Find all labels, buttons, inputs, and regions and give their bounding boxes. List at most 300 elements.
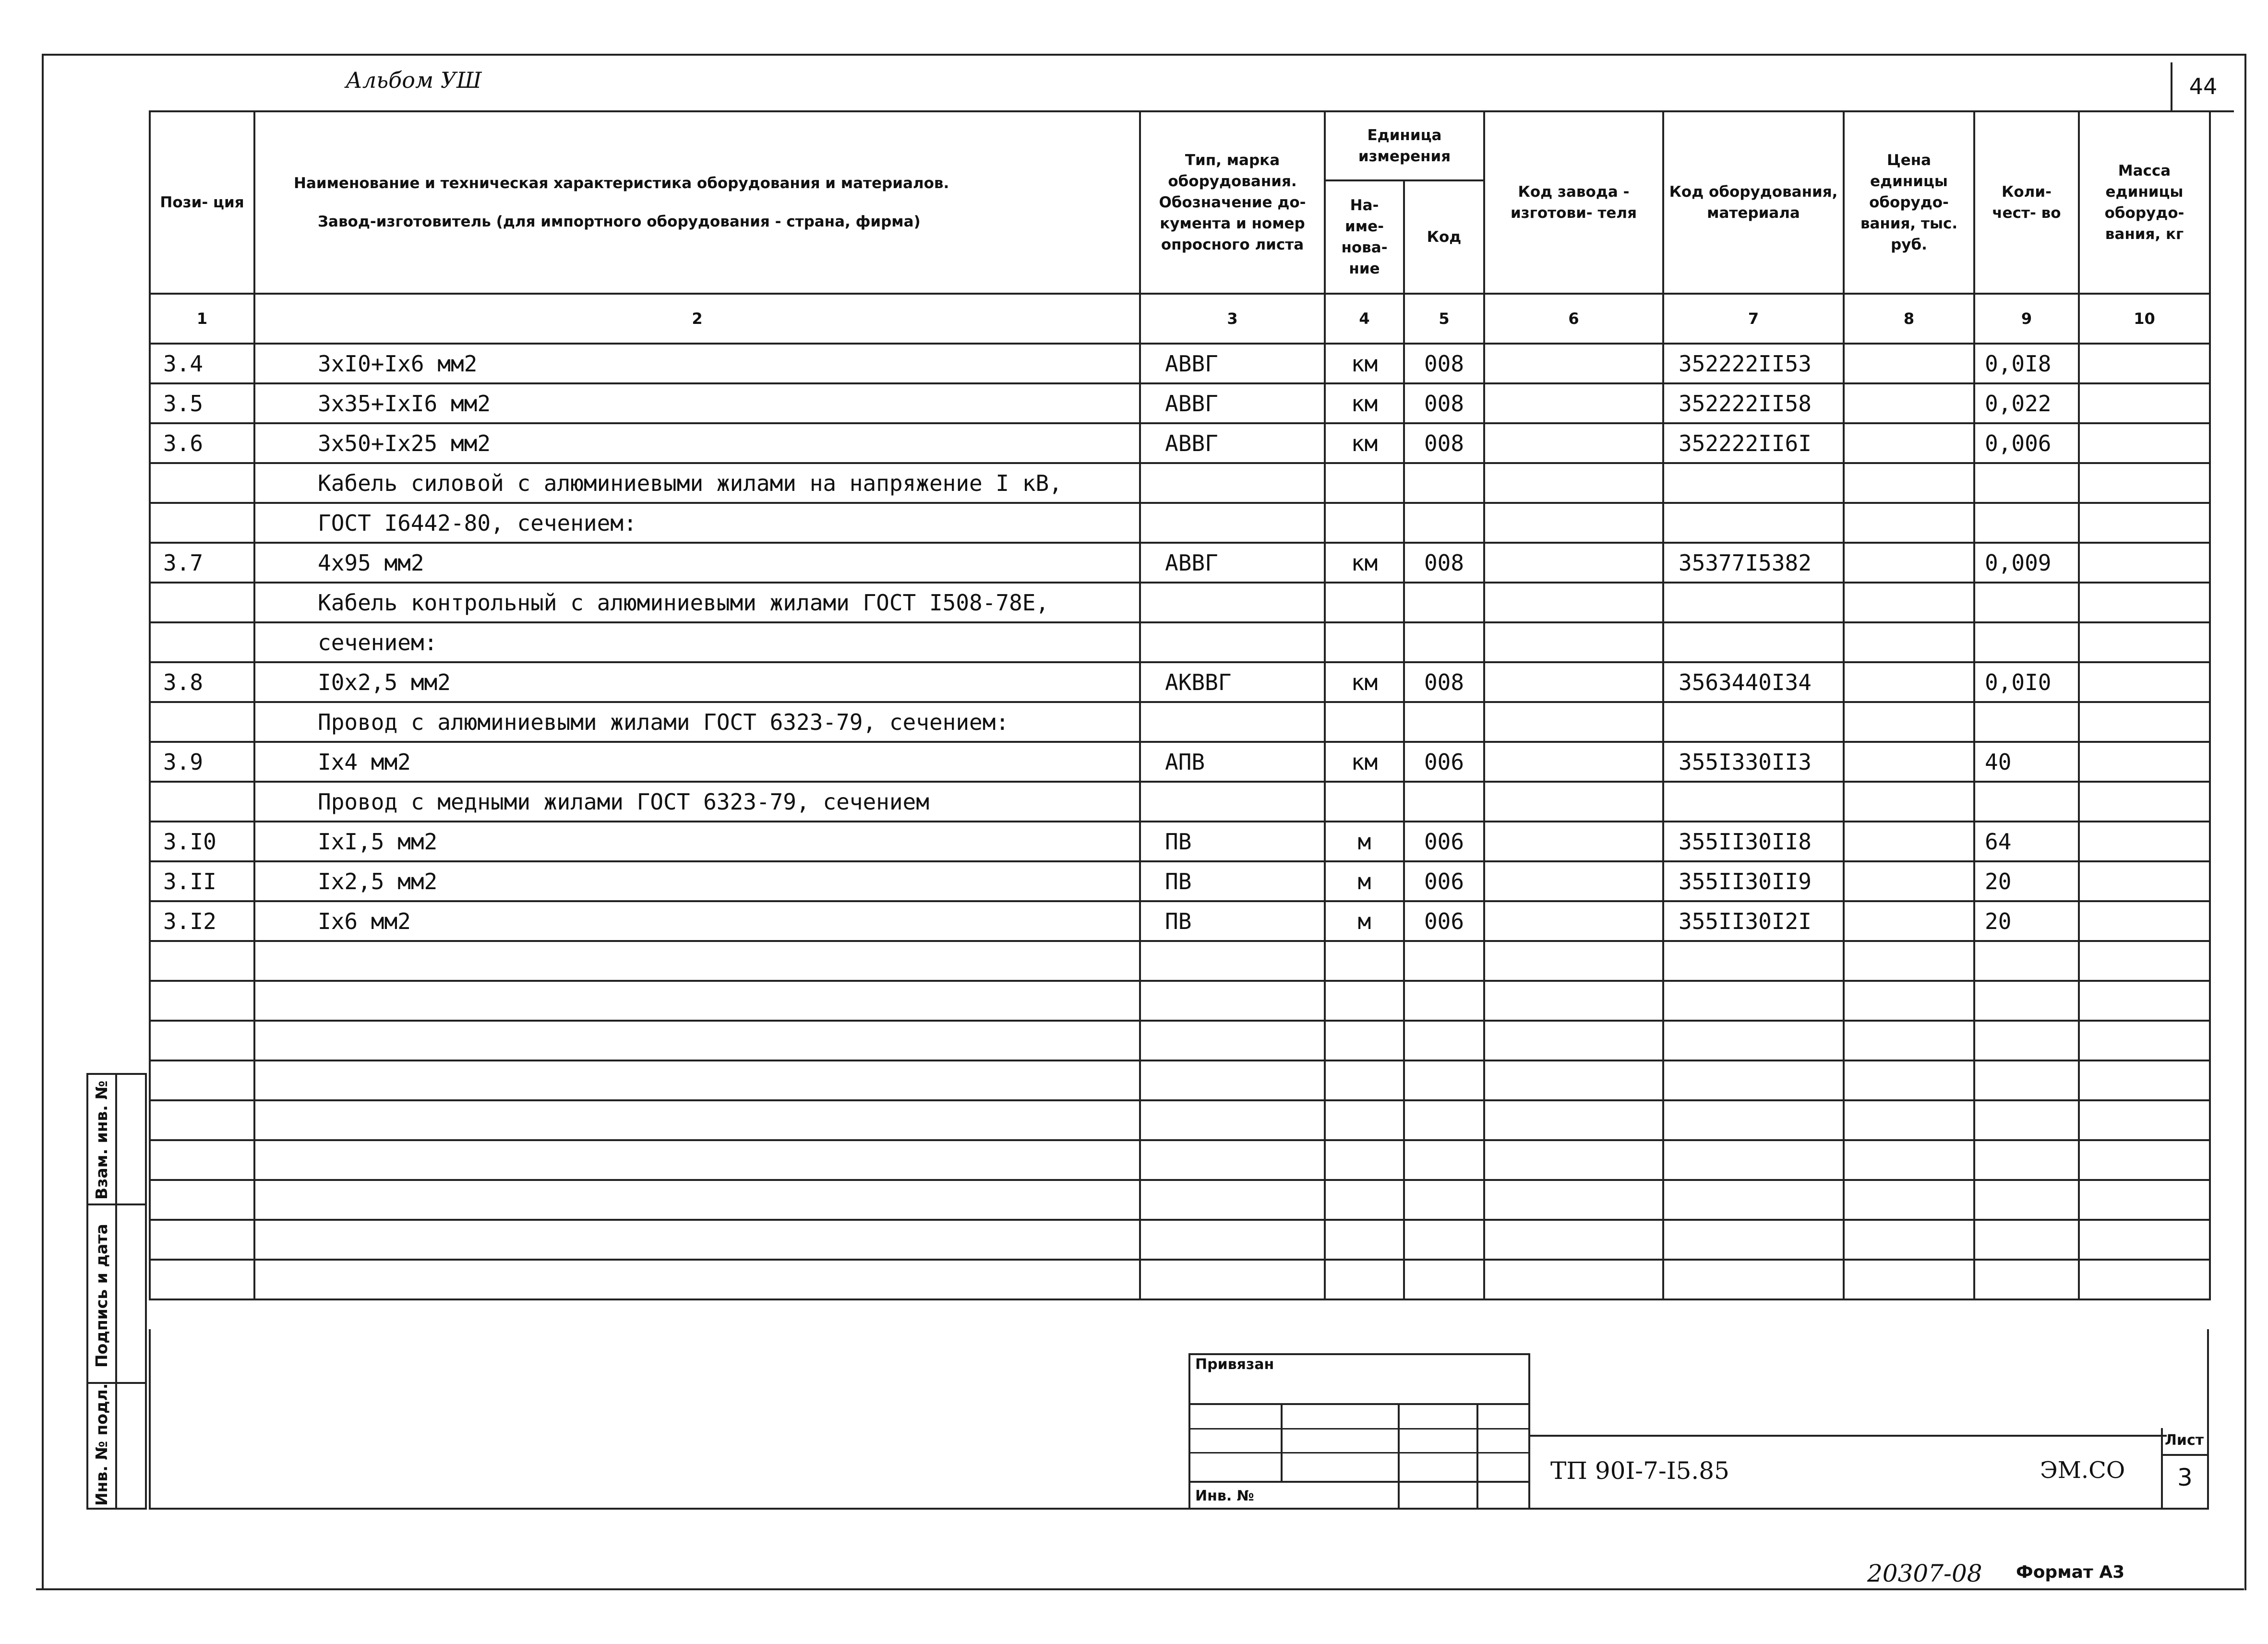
cell-unit xyxy=(1325,622,1404,662)
cell-code: 008 xyxy=(1404,543,1484,583)
cell-type: АВВГ xyxy=(1140,543,1325,583)
column-number: 6 xyxy=(1484,294,1663,344)
cell-pos: 3.7 xyxy=(150,543,254,583)
cell-mass xyxy=(2079,662,2210,702)
cell-material-code: 352222II53 xyxy=(1663,344,1844,383)
cell-unit: км xyxy=(1325,383,1404,423)
cell-name: Кабель силовой с алюминиевыми жилами на напряжение I кВ, xyxy=(254,463,1140,503)
empty-cell xyxy=(150,981,254,1021)
cell-mass xyxy=(2079,503,2210,543)
table-row xyxy=(150,702,2210,742)
cell-unit: км xyxy=(1325,742,1404,782)
empty-cell xyxy=(1663,1021,1844,1060)
table-row xyxy=(150,543,2210,583)
cell-name: I0x2,5 мм2 xyxy=(254,662,1140,702)
cell-type: АПВ xyxy=(1140,742,1325,782)
cell-mass xyxy=(2079,383,2210,423)
cell-material-code xyxy=(1663,702,1844,742)
title-block-frame xyxy=(149,1329,2209,1510)
cell-qty xyxy=(1974,583,2079,622)
cell-material-code xyxy=(1663,583,1844,622)
empty-cell xyxy=(1663,1140,1844,1180)
cell-name: сечением: xyxy=(254,622,1140,662)
cell-factory xyxy=(1484,742,1663,782)
empty-cell xyxy=(1325,1060,1404,1100)
empty-cell xyxy=(254,1021,1140,1060)
empty-cell xyxy=(150,1060,254,1100)
empty-cell xyxy=(1663,1100,1844,1140)
empty-cell xyxy=(1140,1021,1325,1060)
column-number: 3 xyxy=(1140,294,1325,344)
empty-cell xyxy=(1974,1260,2079,1299)
cell-code xyxy=(1404,463,1484,503)
cell-qty: 0,0I0 xyxy=(1974,662,2079,702)
cell-factory xyxy=(1484,662,1663,702)
cell-type: ПВ xyxy=(1140,861,1325,901)
cell-type xyxy=(1140,702,1325,742)
cell-price xyxy=(1844,702,1974,742)
cell-qty: 64 xyxy=(1974,822,2079,861)
empty-cell xyxy=(1484,1021,1663,1060)
cell-unit xyxy=(1325,463,1404,503)
cell-qty: 0,022 xyxy=(1974,383,2079,423)
cell-factory xyxy=(1484,423,1663,463)
empty-cell xyxy=(1140,941,1325,981)
empty-cell xyxy=(1140,981,1325,1021)
cell-name: Провод с алюминиевыми жилами ГОСТ 6323-79, сечением: xyxy=(254,702,1140,742)
cell-mass xyxy=(2079,583,2210,622)
cell-type xyxy=(1140,622,1325,662)
empty-cell xyxy=(1484,941,1663,981)
bottom-rule xyxy=(36,1588,2244,1590)
cell-factory xyxy=(1484,383,1663,423)
cell-code xyxy=(1404,622,1484,662)
cell-name: 3xI0+Ix6 мм2 xyxy=(254,344,1140,383)
empty-cell xyxy=(1325,1260,1404,1299)
empty-cell xyxy=(254,1060,1140,1100)
stamp-line xyxy=(1188,1403,1530,1405)
attached-stamp xyxy=(1188,1353,1530,1510)
cell-factory xyxy=(1484,583,1663,622)
empty-cell xyxy=(1404,1180,1484,1220)
cell-pos: 3.4 xyxy=(150,344,254,383)
cell-name: Провод с медными жилами ГОСТ 6323-79, сечением xyxy=(254,782,1140,822)
cell-price xyxy=(1844,423,1974,463)
header-material-code: Код оборудования, материала xyxy=(1663,111,1844,294)
sidebar-label-signature-date: Подпись и дата xyxy=(92,1224,111,1368)
header-unit-group: Единица измерения xyxy=(1325,111,1484,180)
cell-name: Ix4 мм2 xyxy=(254,742,1140,782)
table-row xyxy=(150,782,2210,822)
cell-factory xyxy=(1484,503,1663,543)
cell-price xyxy=(1844,344,1974,383)
empty-cell xyxy=(1844,1021,1974,1060)
cell-factory xyxy=(1484,463,1663,503)
stamp-line xyxy=(1476,1403,1478,1510)
empty-cell xyxy=(2079,1060,2210,1100)
cell-factory xyxy=(1484,901,1663,941)
column-number-row xyxy=(150,294,2210,344)
empty-cell xyxy=(1404,1100,1484,1140)
document-mark: ЭМ.СО xyxy=(2040,1457,2125,1484)
specification-body xyxy=(150,344,2210,1299)
cell-mass xyxy=(2079,822,2210,861)
table-row xyxy=(150,822,2210,861)
cell-name: Ix2,5 мм2 xyxy=(254,861,1140,901)
cell-mass xyxy=(2079,782,2210,822)
cell-pos: 3.5 xyxy=(150,383,254,423)
cell-pos: 3.8 xyxy=(150,662,254,702)
empty-cell xyxy=(1325,1180,1404,1220)
column-number: 8 xyxy=(1844,294,1974,344)
cell-code: 008 xyxy=(1404,662,1484,702)
column-number: 7 xyxy=(1663,294,1844,344)
cell-price xyxy=(1844,782,1974,822)
stamp-line xyxy=(1188,1452,1530,1453)
header-position: Пози- ция xyxy=(150,111,254,294)
empty-cell xyxy=(1325,1100,1404,1140)
cell-name: 3x50+Ix25 мм2 xyxy=(254,423,1140,463)
empty-cell xyxy=(150,1220,254,1260)
cell-pos: 3.II xyxy=(150,861,254,901)
empty-cell xyxy=(1663,1260,1844,1299)
empty-cell xyxy=(1404,1060,1484,1100)
cell-pos xyxy=(150,463,254,503)
cell-pos xyxy=(150,782,254,822)
inv-no-label: Инв. № xyxy=(1195,1488,1254,1504)
empty-cell xyxy=(1140,1060,1325,1100)
cell-pos: 3.6 xyxy=(150,423,254,463)
cell-material-code xyxy=(1663,622,1844,662)
table-row xyxy=(150,901,2210,941)
cell-code xyxy=(1404,503,1484,543)
empty-cell xyxy=(1974,941,2079,981)
cell-price xyxy=(1844,543,1974,583)
empty-cell xyxy=(1325,1140,1404,1180)
specification-table xyxy=(149,110,2211,1300)
empty-cell xyxy=(1974,1140,2079,1180)
empty-cell xyxy=(1974,1021,2079,1060)
empty-cell xyxy=(1844,1140,1974,1180)
cell-factory xyxy=(1484,543,1663,583)
sheet-box-line xyxy=(2161,1454,2209,1456)
empty-cell xyxy=(1325,981,1404,1021)
empty-cell xyxy=(1844,981,1974,1021)
stamp-line xyxy=(1188,1481,1530,1483)
cell-code: 006 xyxy=(1404,742,1484,782)
cell-price xyxy=(1844,662,1974,702)
empty-cell xyxy=(2079,1100,2210,1140)
empty-cell xyxy=(1484,1220,1663,1260)
empty-cell xyxy=(254,1140,1140,1180)
table-row xyxy=(150,383,2210,423)
cell-qty: 0,009 xyxy=(1974,543,2079,583)
empty-cell xyxy=(150,1100,254,1140)
cell-factory xyxy=(1484,782,1663,822)
cell-qty: 40 xyxy=(1974,742,2079,782)
cell-price xyxy=(1844,583,1974,622)
cell-mass xyxy=(2079,344,2210,383)
header-unit-code: Код xyxy=(1404,180,1484,294)
cell-price xyxy=(1844,901,1974,941)
cell-material-code: 352222II58 xyxy=(1663,383,1844,423)
stamp-line xyxy=(1398,1403,1400,1510)
cell-price xyxy=(1844,503,1974,543)
empty-cell xyxy=(1484,981,1663,1021)
sidebar-label-replacement-inv: Взам. инв. № xyxy=(92,1080,111,1200)
page-number: 44 xyxy=(2171,62,2234,112)
column-number: 9 xyxy=(1974,294,2079,344)
cell-material-code: 35377I5382 xyxy=(1663,543,1844,583)
empty-cell xyxy=(1974,981,2079,1021)
cell-type: АВВГ xyxy=(1140,344,1325,383)
table-row-empty xyxy=(150,1260,2210,1299)
empty-cell xyxy=(1484,1060,1663,1100)
cell-name: Кабель контрольный с алюминиевыми жилами ГОСТ I508-78Е, xyxy=(254,583,1140,622)
empty-cell xyxy=(1844,941,1974,981)
format-label: Формат А3 xyxy=(2016,1562,2125,1582)
cell-qty xyxy=(1974,463,2079,503)
cell-material-code: 355II30II9 xyxy=(1663,861,1844,901)
cell-type: АВВГ xyxy=(1140,383,1325,423)
empty-cell xyxy=(1974,1180,2079,1220)
empty-cell xyxy=(254,1100,1140,1140)
table-row-empty xyxy=(150,1140,2210,1180)
cell-code: 008 xyxy=(1404,383,1484,423)
header-mass: Масса единицы оборудо- вания, кг xyxy=(2079,111,2210,294)
cell-type: АВВГ xyxy=(1140,423,1325,463)
empty-cell xyxy=(150,1180,254,1220)
cell-unit: км xyxy=(1325,423,1404,463)
sidebar-divider xyxy=(86,1203,147,1205)
empty-cell xyxy=(150,1260,254,1299)
cell-material-code xyxy=(1663,782,1844,822)
cell-pos: 3.I2 xyxy=(150,901,254,941)
column-number: 10 xyxy=(2079,294,2210,344)
cell-price xyxy=(1844,861,1974,901)
empty-cell xyxy=(254,941,1140,981)
empty-cell xyxy=(1404,981,1484,1021)
document-code: ТП 90I-7-I5.85 xyxy=(1550,1457,1729,1485)
cell-material-code xyxy=(1663,503,1844,543)
empty-cell xyxy=(1325,1021,1404,1060)
cell-material-code: 3563440I34 xyxy=(1663,662,1844,702)
empty-cell xyxy=(2079,1260,2210,1299)
cell-qty: 0,006 xyxy=(1974,423,2079,463)
cell-unit: м xyxy=(1325,901,1404,941)
empty-cell xyxy=(254,1220,1140,1260)
cell-factory xyxy=(1484,861,1663,901)
cell-price xyxy=(1844,822,1974,861)
cell-pos: 3.I0 xyxy=(150,822,254,861)
cell-code xyxy=(1404,702,1484,742)
empty-cell xyxy=(1404,1220,1484,1260)
table-row xyxy=(150,344,2210,383)
table-row-empty xyxy=(150,1060,2210,1100)
stamp-line xyxy=(1281,1403,1283,1483)
cell-name: ГОСТ I6442-80, сечением: xyxy=(254,503,1140,543)
column-number: 4 xyxy=(1325,294,1404,344)
table-row-empty xyxy=(150,1100,2210,1140)
empty-cell xyxy=(2079,1220,2210,1260)
header-unit-name: На- име- нова- ние xyxy=(1325,180,1404,294)
cell-material-code: 355II30II8 xyxy=(1663,822,1844,861)
cell-mass xyxy=(2079,901,2210,941)
table-row-empty xyxy=(150,1180,2210,1220)
cell-code: 008 xyxy=(1404,423,1484,463)
empty-cell xyxy=(1974,1220,2079,1260)
cell-type: ПВ xyxy=(1140,901,1325,941)
empty-cell xyxy=(1484,1140,1663,1180)
table-row-empty xyxy=(150,1220,2210,1260)
empty-cell xyxy=(150,941,254,981)
table-row xyxy=(150,423,2210,463)
cell-pos: 3.9 xyxy=(150,742,254,782)
album-title: Альбом УШ xyxy=(346,67,482,93)
cell-name: 4x95 мм2 xyxy=(254,543,1140,583)
header-factory-code: Код завода - изготови- теля xyxy=(1484,111,1663,294)
cell-code: 006 xyxy=(1404,822,1484,861)
cell-qty xyxy=(1974,702,2079,742)
cell-unit xyxy=(1325,702,1404,742)
sidebar-label-original-inv: Инв. № подл. xyxy=(92,1383,111,1506)
cell-type xyxy=(1140,503,1325,543)
empty-cell xyxy=(1663,1220,1844,1260)
column-number: 2 xyxy=(254,294,1140,344)
archive-number: 20307-08 xyxy=(1867,1560,1982,1587)
empty-cell xyxy=(1484,1260,1663,1299)
stamp-line xyxy=(1188,1428,1530,1430)
cell-qty: 20 xyxy=(1974,861,2079,901)
empty-cell xyxy=(1844,1100,1974,1140)
cell-factory xyxy=(1484,622,1663,662)
table-row-empty xyxy=(150,981,2210,1021)
table-row xyxy=(150,503,2210,543)
empty-cell xyxy=(1404,1021,1484,1060)
cell-price xyxy=(1844,742,1974,782)
cell-qty: 0,0I8 xyxy=(1974,344,2079,383)
cell-factory xyxy=(1484,702,1663,742)
table-row xyxy=(150,861,2210,901)
cell-mass xyxy=(2079,423,2210,463)
empty-cell xyxy=(1844,1180,1974,1220)
empty-cell xyxy=(1663,941,1844,981)
cell-material-code: 355I330II3 xyxy=(1663,742,1844,782)
empty-cell xyxy=(2079,941,2210,981)
empty-cell xyxy=(150,1140,254,1180)
cell-unit: км xyxy=(1325,344,1404,383)
empty-cell xyxy=(254,1180,1140,1220)
table-row xyxy=(150,622,2210,662)
empty-cell xyxy=(1484,1100,1663,1140)
empty-cell xyxy=(1844,1220,1974,1260)
sheet-label: Лист xyxy=(2165,1432,2204,1449)
cell-qty xyxy=(1974,782,2079,822)
empty-cell xyxy=(1484,1180,1663,1220)
column-number: 5 xyxy=(1404,294,1484,344)
header-name-line2: Завод-изготовитель (для импортного оборудования - страна, фирма) xyxy=(318,213,921,230)
empty-cell xyxy=(2079,1140,2210,1180)
cell-qty: 20 xyxy=(1974,901,2079,941)
empty-cell xyxy=(2079,981,2210,1021)
empty-cell xyxy=(1844,1060,1974,1100)
cell-type xyxy=(1140,782,1325,822)
cell-mass xyxy=(2079,702,2210,742)
empty-cell xyxy=(2079,1021,2210,1060)
header-name xyxy=(254,111,1140,294)
cell-type xyxy=(1140,583,1325,622)
cell-price xyxy=(1844,622,1974,662)
empty-cell xyxy=(254,1260,1140,1299)
cell-unit xyxy=(1325,583,1404,622)
cell-qty xyxy=(1974,622,2079,662)
cell-unit: м xyxy=(1325,861,1404,901)
cell-material-code: 352222II6I xyxy=(1663,423,1844,463)
cell-unit: м xyxy=(1325,822,1404,861)
cell-mass xyxy=(2079,622,2210,662)
empty-cell xyxy=(1974,1060,2079,1100)
empty-cell xyxy=(1325,1220,1404,1260)
cell-unit: км xyxy=(1325,543,1404,583)
empty-cell xyxy=(254,981,1140,1021)
cell-mass xyxy=(2079,742,2210,782)
cell-code: 006 xyxy=(1404,901,1484,941)
empty-cell xyxy=(1663,1180,1844,1220)
cell-mass xyxy=(2079,463,2210,503)
title-block-line xyxy=(1530,1435,2167,1437)
empty-cell xyxy=(1663,981,1844,1021)
header-type: Тип, марка оборудования. Обозначение до- кумента и номер опросного листа xyxy=(1140,111,1325,294)
cell-code xyxy=(1404,583,1484,622)
empty-cell xyxy=(1140,1180,1325,1220)
empty-cell xyxy=(1325,941,1404,981)
empty-cell xyxy=(1140,1140,1325,1180)
cell-pos xyxy=(150,622,254,662)
cell-pos xyxy=(150,583,254,622)
header-price: Цена единицы оборудо- вания, тыс. руб. xyxy=(1844,111,1974,294)
cell-mass xyxy=(2079,861,2210,901)
table-row xyxy=(150,662,2210,702)
cell-name: 3x35+IxI6 мм2 xyxy=(254,383,1140,423)
cell-code: 008 xyxy=(1404,344,1484,383)
cell-material-code xyxy=(1663,463,1844,503)
table-row-empty xyxy=(150,941,2210,981)
cell-code xyxy=(1404,782,1484,822)
attached-label: Привязан xyxy=(1195,1356,1274,1373)
cell-unit: км xyxy=(1325,662,1404,702)
cell-factory xyxy=(1484,344,1663,383)
cell-pos xyxy=(150,503,254,543)
empty-cell xyxy=(1974,1100,2079,1140)
cell-type xyxy=(1140,463,1325,503)
table-row xyxy=(150,463,2210,503)
empty-cell xyxy=(1404,1260,1484,1299)
cell-name: IxI,5 мм2 xyxy=(254,822,1140,861)
empty-cell xyxy=(1140,1220,1325,1260)
table-row-empty xyxy=(150,1021,2210,1060)
empty-cell xyxy=(150,1021,254,1060)
cell-price xyxy=(1844,463,1974,503)
column-number: 1 xyxy=(150,294,254,344)
header-quantity: Коли- чест- во xyxy=(1974,111,2079,294)
empty-cell xyxy=(1404,941,1484,981)
cell-name: Ix6 мм2 xyxy=(254,901,1140,941)
cell-price xyxy=(1844,383,1974,423)
empty-cell xyxy=(1140,1260,1325,1299)
empty-cell xyxy=(1663,1060,1844,1100)
empty-cell xyxy=(1140,1100,1325,1140)
cell-mass xyxy=(2079,543,2210,583)
